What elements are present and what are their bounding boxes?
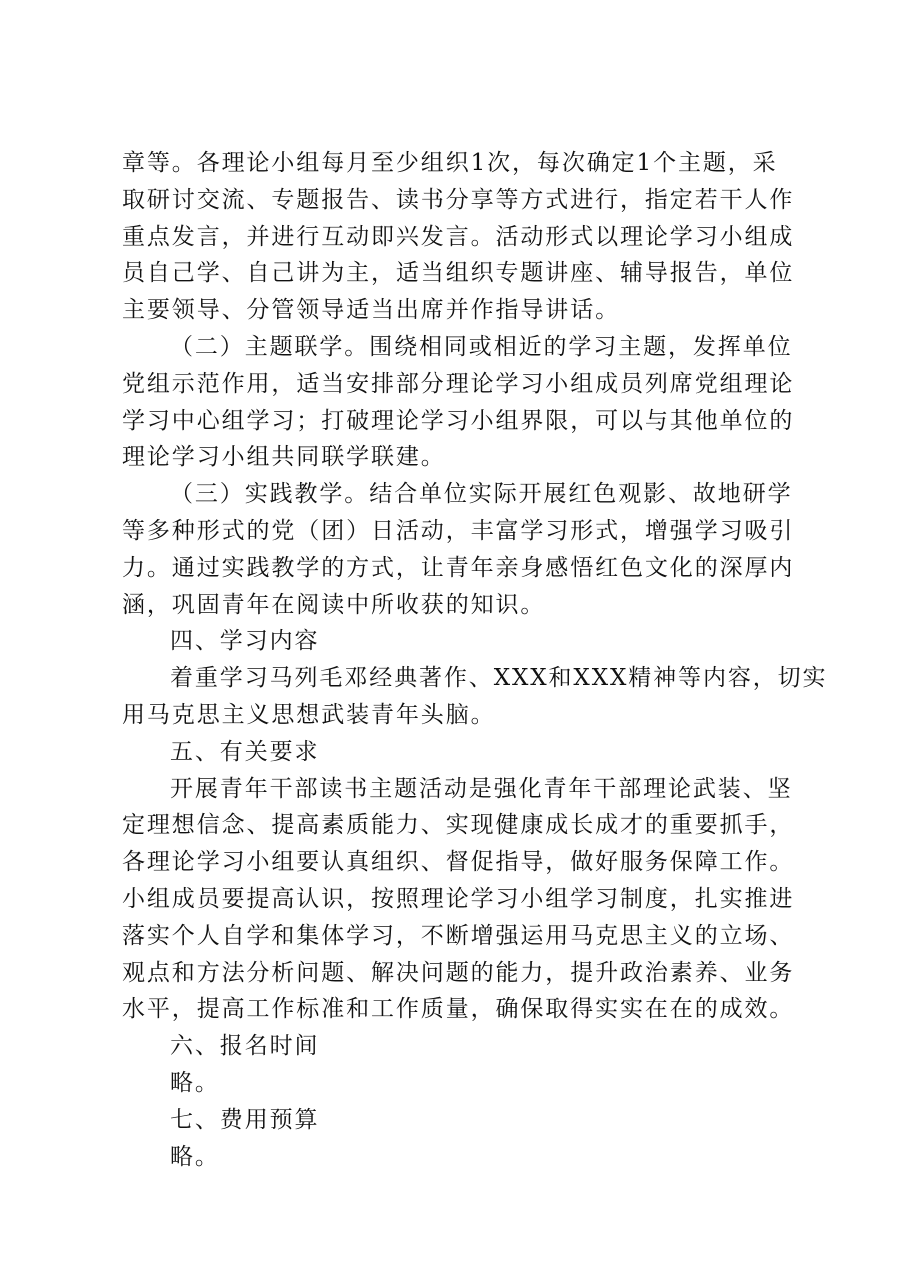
text-line: 涵，巩固青年在阅读中所收获的知识。 — [122, 591, 546, 618]
text-line: 等多种形式的党（团）日活动，丰富学习形式，增强学习吸引 — [122, 517, 795, 544]
text-line: 着重学习马列毛邓经典著作、XXX和XXX精神等内容，切实 — [170, 665, 828, 692]
text-line: 学习中心组学习；打破理论学习小组界限，可以与其他单位的 — [122, 407, 795, 434]
section-heading: 五、有关要求 — [170, 738, 320, 765]
text-line: 小组成员要提高认识，按照理论学习小组学习制度，扎实推进 — [122, 885, 795, 912]
paragraph-heading-line: （二）主题联学。围绕相同或相近的学习主题，发挥单位 — [170, 333, 793, 360]
text-line: 用马克思主义思想武装青年头脑。 — [122, 701, 496, 728]
text-line: 略。 — [170, 1143, 220, 1170]
text-line: 主要领导、分管领导适当出席并作指导讲话。 — [122, 297, 620, 324]
section-heading: 六、报名时间 — [170, 1033, 320, 1060]
text-line: 开展青年干部读书主题活动是强化青年干部理论武装、坚 — [170, 775, 793, 802]
text-line: 理论学习小组共同联学联建。 — [122, 444, 446, 471]
section-heading: 四、学习内容 — [170, 628, 320, 655]
text-line: 章等。各理论小组每月至少组织1次，每次确定1个主题，采 — [122, 150, 778, 176]
paragraph-heading-line: （三）实践教学。结合单位实际开展红色观影、故地研学 — [170, 481, 793, 508]
document-body — [122, 145, 828, 1175]
text-line: 水平，提高工作标准和工作质量，确保取得实实在在的成效。 — [122, 996, 795, 1023]
text-line: 重点发言，并进行互动即兴发言。活动形式以理论学习小组成 — [122, 223, 795, 250]
text-line: 定理想信念、提高素质能力、实现健康成长成才的重要抓手， — [122, 812, 795, 839]
text-line: 略。 — [170, 1069, 220, 1096]
text-line: 力。通过实践教学的方式，让青年亲身感悟红色文化的深厚内 — [122, 554, 795, 581]
text-line: 各理论学习小组要认真组织、督促指导，做好服务保障工作。 — [122, 849, 795, 876]
text-line: 取研讨交流、专题报告、读书分享等方式进行，指定若干人作 — [122, 186, 795, 213]
text-line: 党组示范作用，适当安排部分理论学习小组成员列席党组理论 — [122, 370, 795, 397]
section-heading: 七、费用预算 — [170, 1106, 320, 1133]
text-line: 观点和方法分析问题、解决问题的能力，提升政治素养、业务 — [122, 959, 795, 986]
text-line: 员自己学、自己讲为主，适当组织专题讲座、辅导报告，单位 — [122, 260, 795, 287]
text-line: 落实个人自学和集体学习，不断增强运用马克思主义的立场、 — [122, 922, 795, 949]
